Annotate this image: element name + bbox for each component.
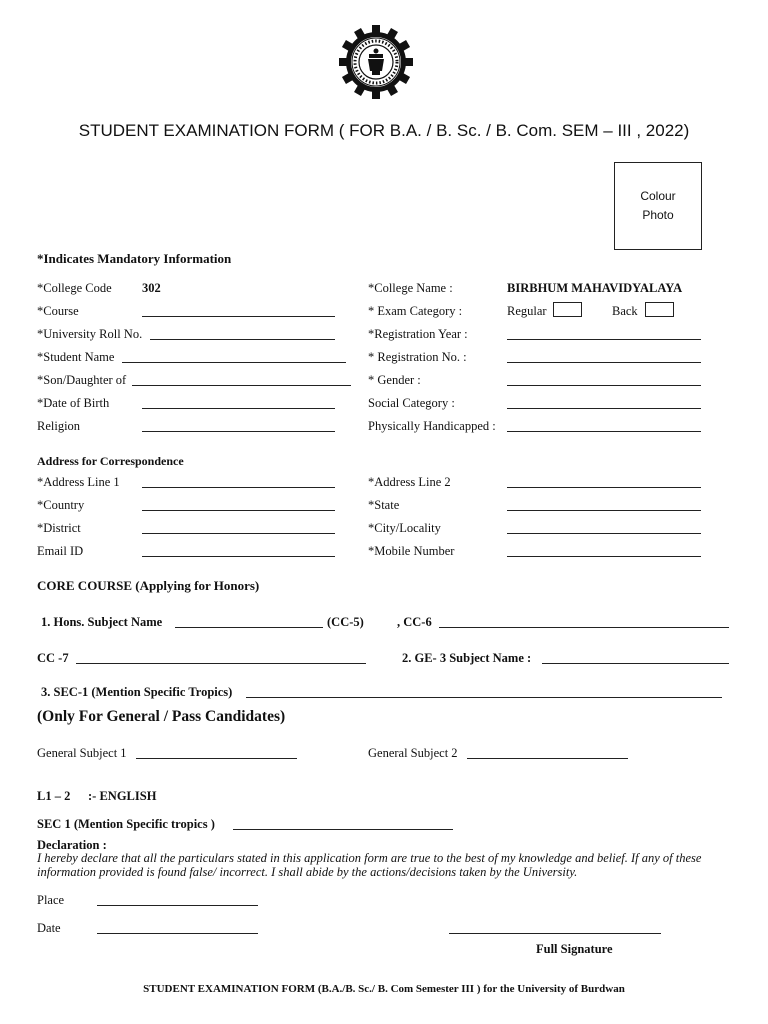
core-course-heading — [37, 578, 259, 594]
son-daughter-field[interactable] — [132, 385, 351, 386]
general-subject1-field[interactable] — [136, 758, 297, 759]
date-field[interactable] — [97, 933, 258, 934]
ge3-field[interactable] — [542, 663, 729, 664]
address-line2-label: *Address Line 2 — [368, 475, 451, 489]
signature-field[interactable] — [449, 933, 661, 934]
mobile-field[interactable] — [507, 556, 701, 557]
cc6-field[interactable] — [439, 627, 729, 628]
declaration-text-line1: I hereby declare that all the particulars stated in this application form are true to the best of my knowledge and belief. If any of these — [37, 851, 702, 865]
course-label: *Course — [37, 304, 79, 318]
general-subject1-label: General Subject 1 — [37, 746, 127, 760]
country-label: *Country — [37, 498, 85, 512]
declaration-heading: Declaration : — [37, 838, 107, 852]
physically-handicapped-label: Physically Handicapped : — [368, 419, 496, 433]
social-category-label: Social Category : — [368, 396, 455, 410]
photo-label-line1: Colour — [640, 189, 676, 203]
photo-label-line2: Photo — [642, 208, 674, 222]
address-heading: Address for Correspondence — [37, 454, 184, 468]
district-label: *District — [37, 521, 81, 535]
cc7-label: CC -7 — [37, 651, 69, 665]
state-field[interactable] — [507, 510, 701, 511]
regular-checkbox[interactable] — [553, 302, 582, 317]
religion-label: Religion — [37, 419, 81, 433]
college-code-value: 302 — [142, 281, 161, 295]
email-label: Email ID — [37, 544, 84, 558]
cc6-label: , CC-6 — [397, 615, 432, 629]
signature-label: Full Signature — [536, 942, 613, 956]
back-label: Back — [612, 304, 638, 318]
address-line2-field[interactable] — [507, 487, 701, 488]
email-field[interactable] — [142, 556, 335, 557]
cc5-label: (CC-5) — [327, 615, 364, 629]
city-field[interactable] — [507, 533, 701, 534]
address-line1-label: *Address Line 1 — [37, 475, 120, 489]
cc7-field[interactable] — [76, 663, 366, 664]
religion-field[interactable] — [142, 431, 335, 432]
form-title: STUDENT EXAMINATION FORM ( FOR B.A. / B. Sc. / B. Com. SEM – III , 2022) — [78, 121, 690, 140]
core-course-heading-bold: CORE COURSE — [37, 578, 132, 593]
social-category-field[interactable] — [507, 408, 701, 409]
address-line1-field[interactable] — [142, 487, 335, 488]
sec1-core-field[interactable] — [246, 697, 722, 698]
son-daughter-label: *Son/Daughter of — [37, 373, 127, 387]
footer-text: STUDENT EXAMINATION FORM (B.A./B. Sc./ B. Com Semester III ) for the University of Burdwan — [143, 983, 625, 995]
declaration-text-line2: information provided is found false/ incorrect. I shall abide by the actions/decisions taken by the University. — [37, 865, 578, 879]
place-label: Place — [37, 893, 65, 907]
city-label: *City/Locality — [368, 521, 441, 535]
hons-subject-label: 1. Hons. Subject Name — [41, 615, 163, 629]
district-field[interactable] — [142, 533, 335, 534]
l12-label: L1 – 2 — [37, 789, 71, 803]
date-label: Date — [37, 921, 61, 935]
general-subject2-field[interactable] — [467, 758, 628, 759]
physically-handicapped-field[interactable] — [507, 431, 701, 432]
sec1-core-label: 3. SEC-1 (Mention Specific Tropics) — [41, 685, 233, 699]
student-name-field[interactable] — [122, 362, 346, 363]
core-course-heading-rest: (Applying for Honors) — [132, 578, 260, 593]
place-field[interactable] — [97, 905, 258, 906]
roll-no-label: *University Roll No. — [37, 327, 143, 341]
exam-category-label: * Exam Category : — [368, 304, 463, 318]
sec1-general-label: SEC 1 (Mention Specific tropics ) — [37, 817, 215, 831]
colour-photo-box[interactable] — [614, 162, 702, 250]
state-label: *State — [368, 498, 400, 512]
dob-field[interactable] — [142, 408, 335, 409]
mandatory-note: *Indicates Mandatory Information — [37, 251, 232, 266]
college-name-label: *College Name : — [368, 281, 453, 295]
dob-label: *Date of Birth — [37, 396, 110, 410]
roll-no-field[interactable] — [150, 339, 335, 340]
college-name-value: BIRBHUM MAHAVIDYALAYA — [507, 281, 683, 295]
reg-no-label: * Registration No. : — [368, 350, 467, 364]
course-field[interactable] — [142, 316, 335, 317]
sec1-general-field[interactable] — [233, 829, 453, 830]
hons-subject-field[interactable] — [175, 627, 323, 628]
general-heading: (Only For General / Pass Candidates) — [37, 708, 286, 725]
college-code-label: *College Code — [37, 281, 112, 295]
reg-year-field[interactable] — [507, 339, 701, 340]
gender-field[interactable] — [507, 385, 701, 386]
mobile-label: *Mobile Number — [368, 544, 455, 558]
gender-label: * Gender : — [368, 373, 421, 387]
l12-value: :- ENGLISH — [88, 789, 157, 803]
ge3-label: 2. GE- 3 Subject Name : — [402, 651, 532, 665]
country-field[interactable] — [142, 510, 335, 511]
back-checkbox[interactable] — [645, 302, 674, 317]
general-subject2-label: General Subject 2 — [368, 746, 458, 760]
student-name-label: *Student Name — [37, 350, 115, 364]
regular-label: Regular — [507, 304, 547, 318]
reg-no-field[interactable] — [507, 362, 701, 363]
university-seal-logo — [338, 24, 414, 100]
reg-year-label: *Registration Year : — [368, 327, 468, 341]
